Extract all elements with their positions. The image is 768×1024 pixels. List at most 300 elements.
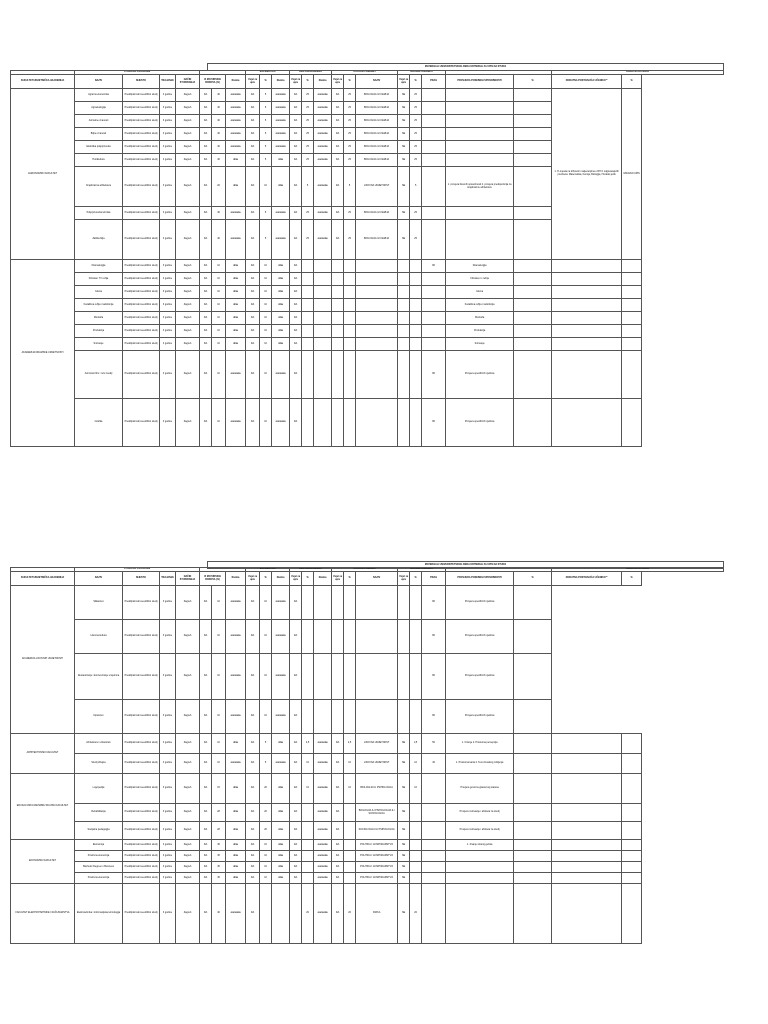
bio-condition: DA xyxy=(290,220,302,260)
bio-condition: DA xyxy=(290,822,302,840)
elective-pct xyxy=(410,804,422,822)
header-group-math: MATEMATIKA xyxy=(246,568,290,572)
header-group-math: MATEMATIKA xyxy=(246,71,290,75)
subject-condition: DA xyxy=(332,207,344,220)
math-level: viša xyxy=(226,286,246,299)
threshold xyxy=(422,167,446,207)
special-skills xyxy=(446,141,514,154)
special-skills-pct xyxy=(514,884,552,944)
bio-condition: DA xyxy=(290,299,302,312)
bio-level: osnovna xyxy=(272,89,290,102)
threshold xyxy=(422,154,446,167)
program-state-matura: DA xyxy=(200,884,212,944)
program-duration: 3 godine xyxy=(160,338,176,351)
subject-pct xyxy=(344,286,356,299)
program-state-matura: DA xyxy=(200,220,212,260)
table-row xyxy=(11,700,724,734)
bio-pct: 25 xyxy=(302,207,314,220)
bio-level: viša xyxy=(272,299,290,312)
math-pct: 10 xyxy=(260,840,272,851)
extra-achievements xyxy=(552,399,622,447)
subject-condition xyxy=(332,338,344,351)
header-mjesto: MJESTO xyxy=(123,75,160,89)
elective-condition: NE xyxy=(398,89,410,102)
bio-level: viša xyxy=(272,840,290,851)
subject-level xyxy=(314,620,332,654)
math-pct: 20 xyxy=(260,774,272,804)
math-level: osnovna xyxy=(226,884,246,944)
elective-name: POLITIKA I GOSPODARSTVO xyxy=(356,851,398,862)
special-skills xyxy=(446,102,514,115)
threshold xyxy=(422,299,446,312)
elective-pct xyxy=(410,840,422,851)
header-group-bio: BIOLOGIJA/KEMIJA xyxy=(290,71,332,75)
subject-level: osnovna xyxy=(314,141,332,154)
program-state-matura: DA xyxy=(200,154,212,167)
elective-condition: NE xyxy=(398,154,410,167)
program-type: Preddiplomski sveučilišni studij xyxy=(123,586,160,620)
elective-condition xyxy=(398,260,410,273)
program-state-matura: DA xyxy=(200,167,212,207)
math-condition: DA xyxy=(246,734,260,754)
faculty-name: ARHITEKTONSKI FAKULTET xyxy=(11,734,75,774)
elective-condition: NE xyxy=(398,884,410,944)
program-points: 15 xyxy=(212,774,226,804)
program-type: Preddiplomski sveučilišni studij xyxy=(123,286,160,299)
math-level: viša xyxy=(226,325,246,338)
program-city: Zagreb xyxy=(176,273,200,286)
elective-condition: NE xyxy=(398,754,410,774)
program-state-matura: DA xyxy=(200,654,212,700)
bio-pct xyxy=(302,620,314,654)
program-state-matura: DA xyxy=(200,873,212,884)
faculty-name: EKONOMSKI FAKULTET xyxy=(11,840,75,884)
program-name: Agroekologija xyxy=(75,102,123,115)
elective-condition: NE xyxy=(398,167,410,207)
program-name: Kazališna režija i radiofonija xyxy=(75,299,123,312)
header-pct: % xyxy=(622,75,642,89)
header-group-extra: DODATNI KRITERIJI xyxy=(552,568,724,572)
elective-name xyxy=(356,312,398,325)
bio-condition: DA xyxy=(290,862,302,873)
program-type: Preddiplomski sveučilišni studij xyxy=(123,754,160,774)
elective-name: BIOLOGIJA ILI KEMIJA xyxy=(356,220,398,260)
special-skills: Produkcija xyxy=(446,325,514,338)
math-condition: DA xyxy=(246,399,260,447)
bio-pct xyxy=(302,325,314,338)
program-points: 10 xyxy=(212,299,226,312)
threshold xyxy=(422,286,446,299)
extra-achievements xyxy=(552,804,622,822)
bio-pct xyxy=(302,260,314,273)
program-name: Hortikultura xyxy=(75,154,123,167)
header-pct: % xyxy=(410,572,422,586)
bio-pct xyxy=(302,862,314,873)
math-pct: 10 xyxy=(260,862,272,873)
special-skills-pct xyxy=(514,840,552,851)
math-level: osnovna xyxy=(226,351,246,399)
math-condition: DA xyxy=(246,338,260,351)
bio-pct: 25 xyxy=(302,89,314,102)
subject-level: osnovna xyxy=(314,804,332,822)
elective-condition: NE xyxy=(398,220,410,260)
bio-level: osnovna xyxy=(272,220,290,260)
extra-achievements-pct xyxy=(622,734,642,754)
subject-condition: DA xyxy=(332,873,344,884)
bio-condition: DA xyxy=(290,620,302,654)
special-skills-pct xyxy=(514,399,552,447)
subject-pct xyxy=(344,273,356,286)
header-pct: % xyxy=(302,572,314,586)
bio-condition: DA xyxy=(290,102,302,115)
threshold: 50 xyxy=(422,734,446,754)
special-skills-pct xyxy=(514,351,552,399)
header-naziv: NAZIV xyxy=(356,572,398,586)
extra-achievements xyxy=(552,840,622,851)
program-city: Zagreb xyxy=(176,862,200,873)
elective-name xyxy=(356,700,398,734)
math-level: osnovna xyxy=(226,700,246,734)
subject-pct: 25 xyxy=(344,89,356,102)
math-pct: 5 xyxy=(260,734,272,754)
threshold xyxy=(422,102,446,115)
header-pct: % xyxy=(302,75,314,89)
threshold xyxy=(422,338,446,351)
program-state-matura: DA xyxy=(200,804,212,822)
elective-condition: NE xyxy=(398,840,410,851)
program-state-matura: DA xyxy=(200,128,212,141)
math-pct: 10 xyxy=(260,312,272,325)
special-skills-pct xyxy=(514,654,552,700)
bio-condition: DA xyxy=(290,286,302,299)
header-pct: % xyxy=(344,572,356,586)
math-condition: DA xyxy=(246,351,260,399)
bio-condition: DA xyxy=(290,154,302,167)
math-condition: DA xyxy=(246,774,260,804)
math-level: osnovna xyxy=(226,115,246,128)
threshold xyxy=(422,312,446,325)
page1-table xyxy=(10,70,724,447)
program-city: Zagreb xyxy=(176,167,200,207)
program-name: Montaža xyxy=(75,312,123,325)
subject-level: osnovna xyxy=(314,167,332,207)
header-razina: Razina xyxy=(272,572,290,586)
program-type: Preddiplomski sveučilišni studij xyxy=(123,884,160,944)
elective-condition: NE xyxy=(398,141,410,154)
extra-achievements xyxy=(552,299,622,312)
subject-condition: DA xyxy=(332,754,344,774)
program-duration: 3 godine xyxy=(160,89,176,102)
bio-level: viša xyxy=(272,862,290,873)
elective-condition: NE xyxy=(398,774,410,804)
program-city: Zagreb xyxy=(176,654,200,700)
header-pct: % xyxy=(410,75,422,89)
subject-pct: 25 xyxy=(344,102,356,115)
bio-pct xyxy=(302,338,314,351)
page1-banner: MATERIJALI UNIVERZITETSKOG REDA KRITERIJA ZA UPIS NA STUDIJ xyxy=(207,63,724,71)
header-pct: % xyxy=(344,75,356,89)
elective-condition: NE xyxy=(398,873,410,884)
math-level: osnovna xyxy=(226,754,246,774)
elective-name: LIKOVNA UMJETNOST xyxy=(356,734,398,754)
program-city: Zagreb xyxy=(176,89,200,102)
subject-condition: DA xyxy=(332,884,344,944)
program-points: 40 xyxy=(212,89,226,102)
special-skills xyxy=(446,128,514,141)
elective-condition: NE xyxy=(398,207,410,220)
elective-name: POLITIKA I GOSPODARSTVO xyxy=(356,862,398,873)
program-name: Poljoprivredna tehnika xyxy=(75,207,123,220)
program-name: Animirani film i novi mediji xyxy=(75,351,123,399)
elective-condition xyxy=(398,654,410,700)
subject-condition: DA xyxy=(332,89,344,102)
table-row xyxy=(11,89,724,102)
table-row xyxy=(11,822,724,840)
subject-pct: 25 xyxy=(344,115,356,128)
elective-name: BIOLOGIJA ILI KEMIJA xyxy=(356,102,398,115)
program-state-matura: DA xyxy=(200,312,212,325)
program-city: Zagreb xyxy=(176,102,200,115)
math-pct: 10 xyxy=(260,873,272,884)
extra-achievements-pct xyxy=(622,774,642,804)
program-duration: 3 godine xyxy=(160,167,176,207)
program-points: 28 xyxy=(212,822,226,840)
math-pct: 10 xyxy=(260,399,272,447)
table-row xyxy=(11,620,724,654)
program-duration: 3 godine xyxy=(160,754,176,774)
subject-condition: DA xyxy=(332,862,344,873)
elective-pct xyxy=(410,700,422,734)
program-state-matura: DA xyxy=(200,286,212,299)
program-points: 10 xyxy=(212,286,226,299)
threshold xyxy=(422,873,446,884)
program-points: 28 xyxy=(212,804,226,822)
subject-level xyxy=(314,654,332,700)
math-pct: 10 xyxy=(260,700,272,734)
elective-condition xyxy=(398,586,410,620)
program-name: Socijalna pedagogija xyxy=(75,822,123,840)
header-mjesto: MJESTO xyxy=(123,572,160,586)
special-skills: Provjera motivacije i afiniteta za studij xyxy=(446,804,514,822)
special-skills: Gluma xyxy=(446,286,514,299)
special-skills: 1. Prostorna karta 2. Test vizualnog mišljenja xyxy=(446,754,514,774)
subject-level: osnovna xyxy=(314,128,332,141)
subject-pct: 10 xyxy=(344,774,356,804)
subject-condition xyxy=(332,654,344,700)
threshold: 80 xyxy=(422,351,446,399)
header-group-bio: BIOLOGIJA/KEMIJA xyxy=(290,568,332,572)
program-city: Zagreb xyxy=(176,873,200,884)
header-group-programs: STUDIJSKI PROGRAMI xyxy=(75,568,200,572)
math-condition: DA xyxy=(246,873,260,884)
faculty-name: EDUKACIJSKO-REHABILITACIJSKI FAKULTET xyxy=(11,774,75,840)
special-skills-pct xyxy=(514,851,552,862)
subject-pct: 25 xyxy=(344,141,356,154)
subject-condition: DA xyxy=(332,154,344,167)
header-faculty: FAKULTET/UMJETNIČKA AKADEMIJA xyxy=(11,572,75,586)
subject-level: osnovna xyxy=(314,89,332,102)
elective-pct xyxy=(410,325,422,338)
elective-condition: NE xyxy=(398,128,410,141)
elective-pct: 25 xyxy=(410,89,422,102)
program-state-matura: DA xyxy=(200,325,212,338)
elective-name: BIOLOGIJA ILI KEMIJA xyxy=(356,115,398,128)
math-condition: DA xyxy=(246,128,260,141)
program-city: Zagreb xyxy=(176,586,200,620)
program-points: 10 xyxy=(212,399,226,447)
elective-name: LIKOVNA UMJETNOST xyxy=(356,167,398,207)
extra-achievements-pct xyxy=(622,273,642,286)
extra-achievements-pct xyxy=(622,338,642,351)
program-state-matura: DA xyxy=(200,700,212,734)
header-uvjet: Uvjet za upis xyxy=(332,75,344,89)
bio-condition: DA xyxy=(290,586,302,620)
math-pct: 10 xyxy=(260,338,272,351)
special-skills-pct xyxy=(514,167,552,207)
header-group-subject: STRUČNI PREDMET xyxy=(332,71,398,75)
program-points: 10 xyxy=(212,734,226,754)
math-condition: DA xyxy=(246,154,260,167)
special-skills: 1. provjera likovnih sposobnosti 2. provjera predispozicija za krajobraznu arhitekturu xyxy=(446,167,514,207)
special-skills xyxy=(446,884,514,944)
extra-achievements-pct xyxy=(622,351,642,399)
bio-level: viša xyxy=(272,734,290,754)
program-name: Likovna kultura xyxy=(75,620,123,654)
header-naziv: NAZIV xyxy=(356,75,398,89)
math-pct: 5 xyxy=(260,102,272,115)
table-row xyxy=(11,884,724,944)
math-pct: 20 xyxy=(260,822,272,840)
program-city: Zagreb xyxy=(176,620,200,654)
elective-condition xyxy=(398,399,410,447)
elective-condition xyxy=(398,338,410,351)
bio-condition: DA xyxy=(290,260,302,273)
bio-condition: DA xyxy=(290,325,302,338)
special-skills: Kazališna režija i radiofonija xyxy=(446,299,514,312)
bio-level: osnovna xyxy=(272,115,290,128)
header-razina: Razina xyxy=(314,572,332,586)
bio-pct xyxy=(302,873,314,884)
bio-level: osnovna xyxy=(272,207,290,220)
extra-achievements-pct xyxy=(622,325,642,338)
program-type: Preddiplomski sveučilišni studij xyxy=(123,840,160,851)
table-row xyxy=(11,851,724,862)
math-condition: DA xyxy=(246,312,260,325)
bio-level: osnovna xyxy=(272,351,290,399)
special-skills: Montaža xyxy=(446,312,514,325)
bio-level: osnovna xyxy=(272,654,290,700)
program-state-matura: DA xyxy=(200,102,212,115)
program-points: 40 xyxy=(212,128,226,141)
threshold xyxy=(422,884,446,944)
special-skills: Provjera specifičnih vještina xyxy=(446,351,514,399)
program-name: Bachelor Degree in Business xyxy=(75,862,123,873)
program-state-matura: DA xyxy=(200,734,212,754)
threshold xyxy=(422,207,446,220)
subject-pct xyxy=(344,862,356,873)
program-duration: 3 godine xyxy=(160,207,176,220)
elective-condition xyxy=(398,286,410,299)
elective-name xyxy=(356,399,398,447)
program-type: Preddiplomski sveučilišni studij xyxy=(123,338,160,351)
elective-condition: NE xyxy=(398,804,410,822)
extra-achievements-pct xyxy=(622,862,642,873)
subject-condition: DA xyxy=(332,141,344,154)
subject-pct xyxy=(344,804,356,822)
subject-level xyxy=(314,286,332,299)
table-row xyxy=(11,734,724,754)
subject-level: osnovna xyxy=(314,734,332,754)
header-trajanje: TRAJANJE xyxy=(160,572,176,586)
subject-condition xyxy=(332,700,344,734)
bio-level: viša xyxy=(272,286,290,299)
bio-pct xyxy=(302,700,314,734)
special-skills-pct xyxy=(514,822,552,840)
extra-achievements xyxy=(552,851,622,862)
special-skills-pct xyxy=(514,89,552,102)
header-group-programs: STUDIJSKI PROGRAMI xyxy=(75,71,200,75)
program-city: Zagreb xyxy=(176,154,200,167)
subject-condition xyxy=(332,351,344,399)
header-uvjet: Uvjet za upis xyxy=(398,572,410,586)
subject-condition: DA xyxy=(332,822,344,840)
math-level: viša xyxy=(226,167,246,207)
faculty-name: AGRONOMSKI FAKULTET xyxy=(11,89,75,260)
criteria-table xyxy=(10,70,724,447)
threshold: 40 xyxy=(422,754,446,774)
header-pct: % xyxy=(514,572,552,586)
threshold xyxy=(422,273,446,286)
table-row xyxy=(11,273,724,286)
program-points: 40 xyxy=(212,102,226,115)
program-city: Zagreb xyxy=(176,141,200,154)
subject-level: osnovna xyxy=(314,220,332,260)
extra-achievements xyxy=(552,873,622,884)
program-type: Preddiplomski sveučilišni studij xyxy=(123,325,160,338)
math-condition: DA xyxy=(246,754,260,774)
bio-pct xyxy=(302,851,314,862)
table-row xyxy=(11,260,724,273)
program-name: Slikarstvo xyxy=(75,586,123,620)
program-name: Ekološka poljoprivreda xyxy=(75,141,123,154)
table-row xyxy=(11,351,724,399)
program-type: Preddiplomski sveučilišni studij xyxy=(123,654,160,700)
bio-pct xyxy=(302,286,314,299)
bio-level: viša xyxy=(272,325,290,338)
program-city: Zagreb xyxy=(176,822,200,840)
math-condition: DA xyxy=(246,620,260,654)
bio-condition: DA xyxy=(290,351,302,399)
program-type: Preddiplomski sveučilišni studij xyxy=(123,141,160,154)
program-duration: 3 godine xyxy=(160,128,176,141)
math-condition: DA xyxy=(246,220,260,260)
elective-pct xyxy=(410,286,422,299)
math-level: viša xyxy=(226,260,246,273)
elective-condition: NE xyxy=(398,862,410,873)
bio-level: osnovna xyxy=(272,700,290,734)
page2-banner: MATERIJALI UNIVERZITETSKOG REDA KRITERIJA ZA UPIS NA STUDIJ xyxy=(207,561,724,569)
bio-level: osnovna xyxy=(272,102,290,115)
program-state-matura: DA xyxy=(200,141,212,154)
subject-pct: 25 xyxy=(344,207,356,220)
program-name: Poslovna ekonomija xyxy=(75,873,123,884)
program-state-matura: DA xyxy=(200,754,212,774)
subject-pct xyxy=(344,338,356,351)
bio-pct xyxy=(302,351,314,399)
program-city: Zagreb xyxy=(176,700,200,734)
program-name: Restauriranje i konzerviranje umjetnina xyxy=(75,654,123,700)
bio-pct: 2,5 xyxy=(302,734,314,754)
